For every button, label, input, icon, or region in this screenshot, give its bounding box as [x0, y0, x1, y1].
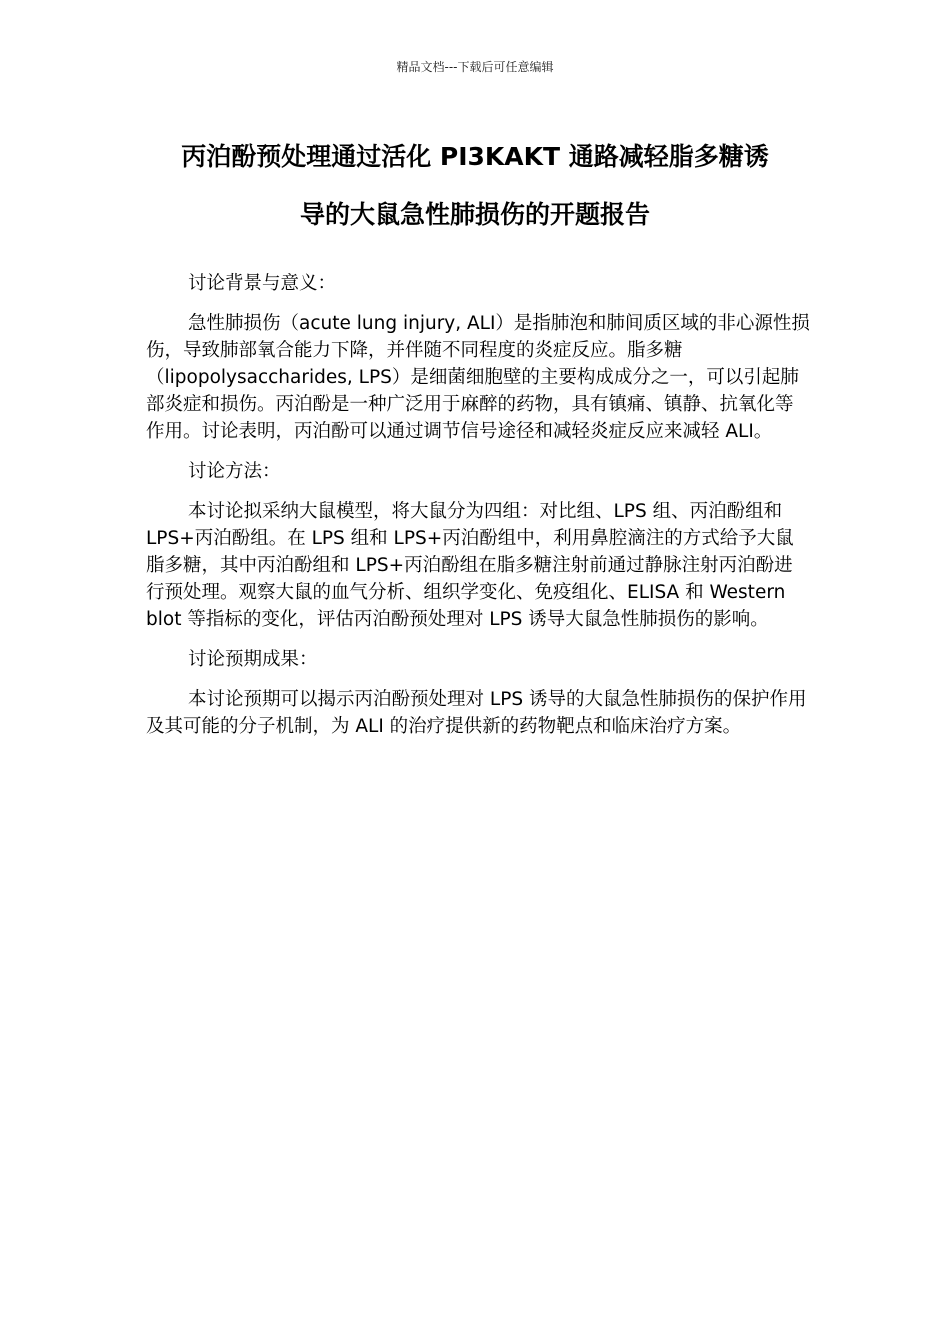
section-heading-methods: 讨论方法：: [188, 461, 281, 482]
section-heading-expected-results: 讨论预期成果：: [188, 649, 318, 670]
page-header: 精品文档---下载后可任意编辑: [396, 60, 554, 74]
section-paragraph-background: 急性肺损伤（acute lung injury, ALI）是指肺泡和肺间质区域的非心源性损伤，导致肺部氧合能力下降，并伴随不同程度的炎症反应。脂多糖（lipopolysaccharides, LPS）是细菌细胞壁的主要构成成分之一，可以引起肺部炎症和损伤。丙泊酚是一种广泛用于麻醉的药物，具有镇痛、镇静、抗氧化等作用。讨论表明，丙泊酚可以通过调节信号途径和减轻炎症反应来减轻 ALI。: [146, 313, 810, 442]
section-heading-background: 讨论背景与意义：: [188, 273, 337, 294]
document-body: [146, 270, 810, 753]
section-paragraph-expected-results: 本讨论预期可以揭示丙泊酚预处理对 LPS 诱导的大鼠急性肺损伤的保护作用及其可能的分子机制，为 ALI 的治疗提供新的药物靶点和临床治疗方案。: [146, 689, 807, 737]
title-line-1: 丙泊酚预处理通过活化 PI3KAKT 通路减轻脂多糖诱: [181, 142, 769, 171]
document-title: [140, 128, 810, 244]
title-line-2: 导的大鼠急性肺损伤的开题报告: [299, 200, 650, 229]
section-paragraph-methods: 本讨论拟采纳大鼠模型，将大鼠分为四组：对比组、LPS 组、丙泊酚组和 LPS+丙泊酚组。在 LPS 组和 LPS+丙泊酚组中，利用鼻腔滴注的方式给予大鼠脂多糖，其中丙泊酚组和 LPS+丙泊酚组在脂多糖注射前通过静脉注射丙泊酚进行预处理。观察大鼠的血气分析、组织学变化、免疫组化、ELISA 和 Western blot 等指标的变化，评估丙泊酚预处理对 LPS 诱导大鼠急性肺损伤的影响。: [146, 501, 794, 630]
